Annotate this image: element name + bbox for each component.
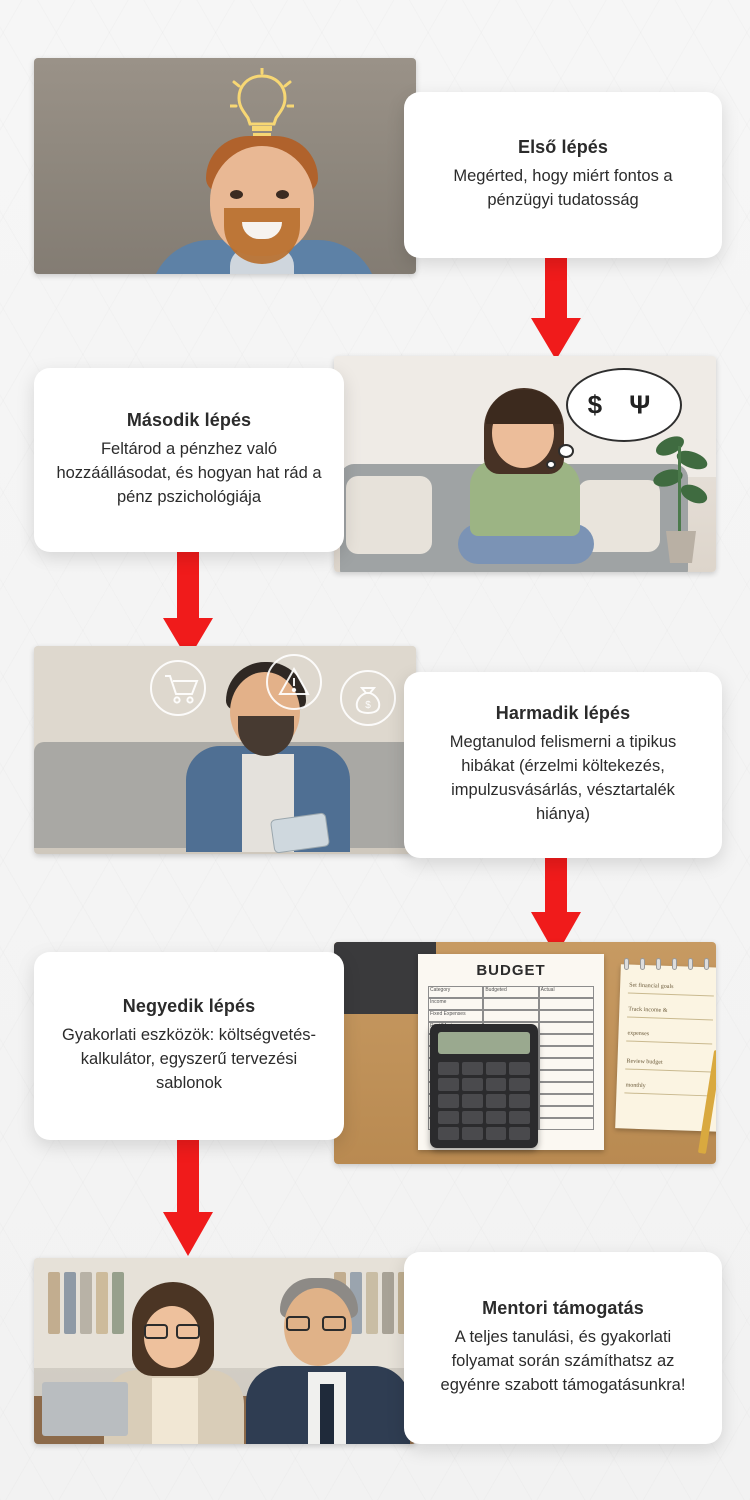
warning-triangle-icon: [266, 654, 322, 710]
notepad-line-5: monthly: [625, 1082, 646, 1090]
notepad: [615, 964, 716, 1132]
shopping-cart-icon: [150, 660, 206, 716]
notepad-line-4: Review budget: [626, 1058, 663, 1066]
step-2-title: Második lépés: [126, 410, 252, 431]
plant-decor: [650, 416, 710, 566]
notepad-line-2: Track income &: [628, 1006, 668, 1014]
step-3-title: Harmadik lépés: [495, 703, 631, 724]
thought-bubble-symbols: $ Ψ: [587, 389, 661, 420]
step-5-title: Mentori támogatás: [482, 1298, 644, 1319]
step-4-photo: [334, 942, 716, 1164]
money-bag-icon: [340, 670, 396, 726]
glasses-icon-man: [286, 1316, 346, 1332]
step-5-card: [404, 1252, 722, 1444]
step-3-card: [404, 672, 722, 858]
budget-sheet-table: Category Budgeted Actual Income Fixed Expenses: [428, 986, 594, 1136]
thought-bubble: [566, 368, 682, 442]
step-5-photo: [34, 1258, 416, 1444]
glasses-icon-woman: [144, 1324, 200, 1340]
step-1-title: Első lépés: [517, 137, 609, 158]
step-2-body: Feltárod a pénzhez való hozzáállásodat, és hogyan hat rád a pénz pszichológiája: [56, 440, 322, 506]
notepad-line-1: Set financial goals: [629, 982, 674, 991]
budget-sheet-heading: BUDGET: [476, 962, 546, 979]
notepad-rings: [618, 958, 716, 970]
step-2-card: [34, 368, 344, 552]
step-4-title: Negyedik lépés: [122, 996, 256, 1017]
step-1-body: Megérted, hogy miért fontos a pénzügyi tudatosság: [453, 167, 673, 209]
step-3-body: Megtanulod felismerni a tipikus hibákat (érzelmi költekezés, impulzusvásárlás, vésztartalék hiánya): [449, 733, 677, 823]
step-1-photo: [34, 58, 416, 274]
arrow-4: [160, 1120, 216, 1260]
step-5-body: A teljes tanulási, és gyakorlati folyamat során számíthatsz az egyénre szabott támogatásunkra!: [440, 1328, 686, 1394]
step-1-card: [404, 92, 722, 258]
step-2-photo: [334, 356, 716, 572]
svg-text:$: $: [365, 700, 371, 711]
step-4-card: [34, 952, 344, 1140]
calculator: [430, 1024, 538, 1148]
notepad-line-3: expenses: [627, 1030, 650, 1038]
step-4-body: Gyakorlati eszközök: költségvetés-kalkulátor, egyszerű tervezési sablonok: [61, 1026, 317, 1092]
laptop: [42, 1382, 128, 1436]
step-3-photo: [34, 646, 416, 854]
lightbulb-icon: [230, 68, 294, 146]
